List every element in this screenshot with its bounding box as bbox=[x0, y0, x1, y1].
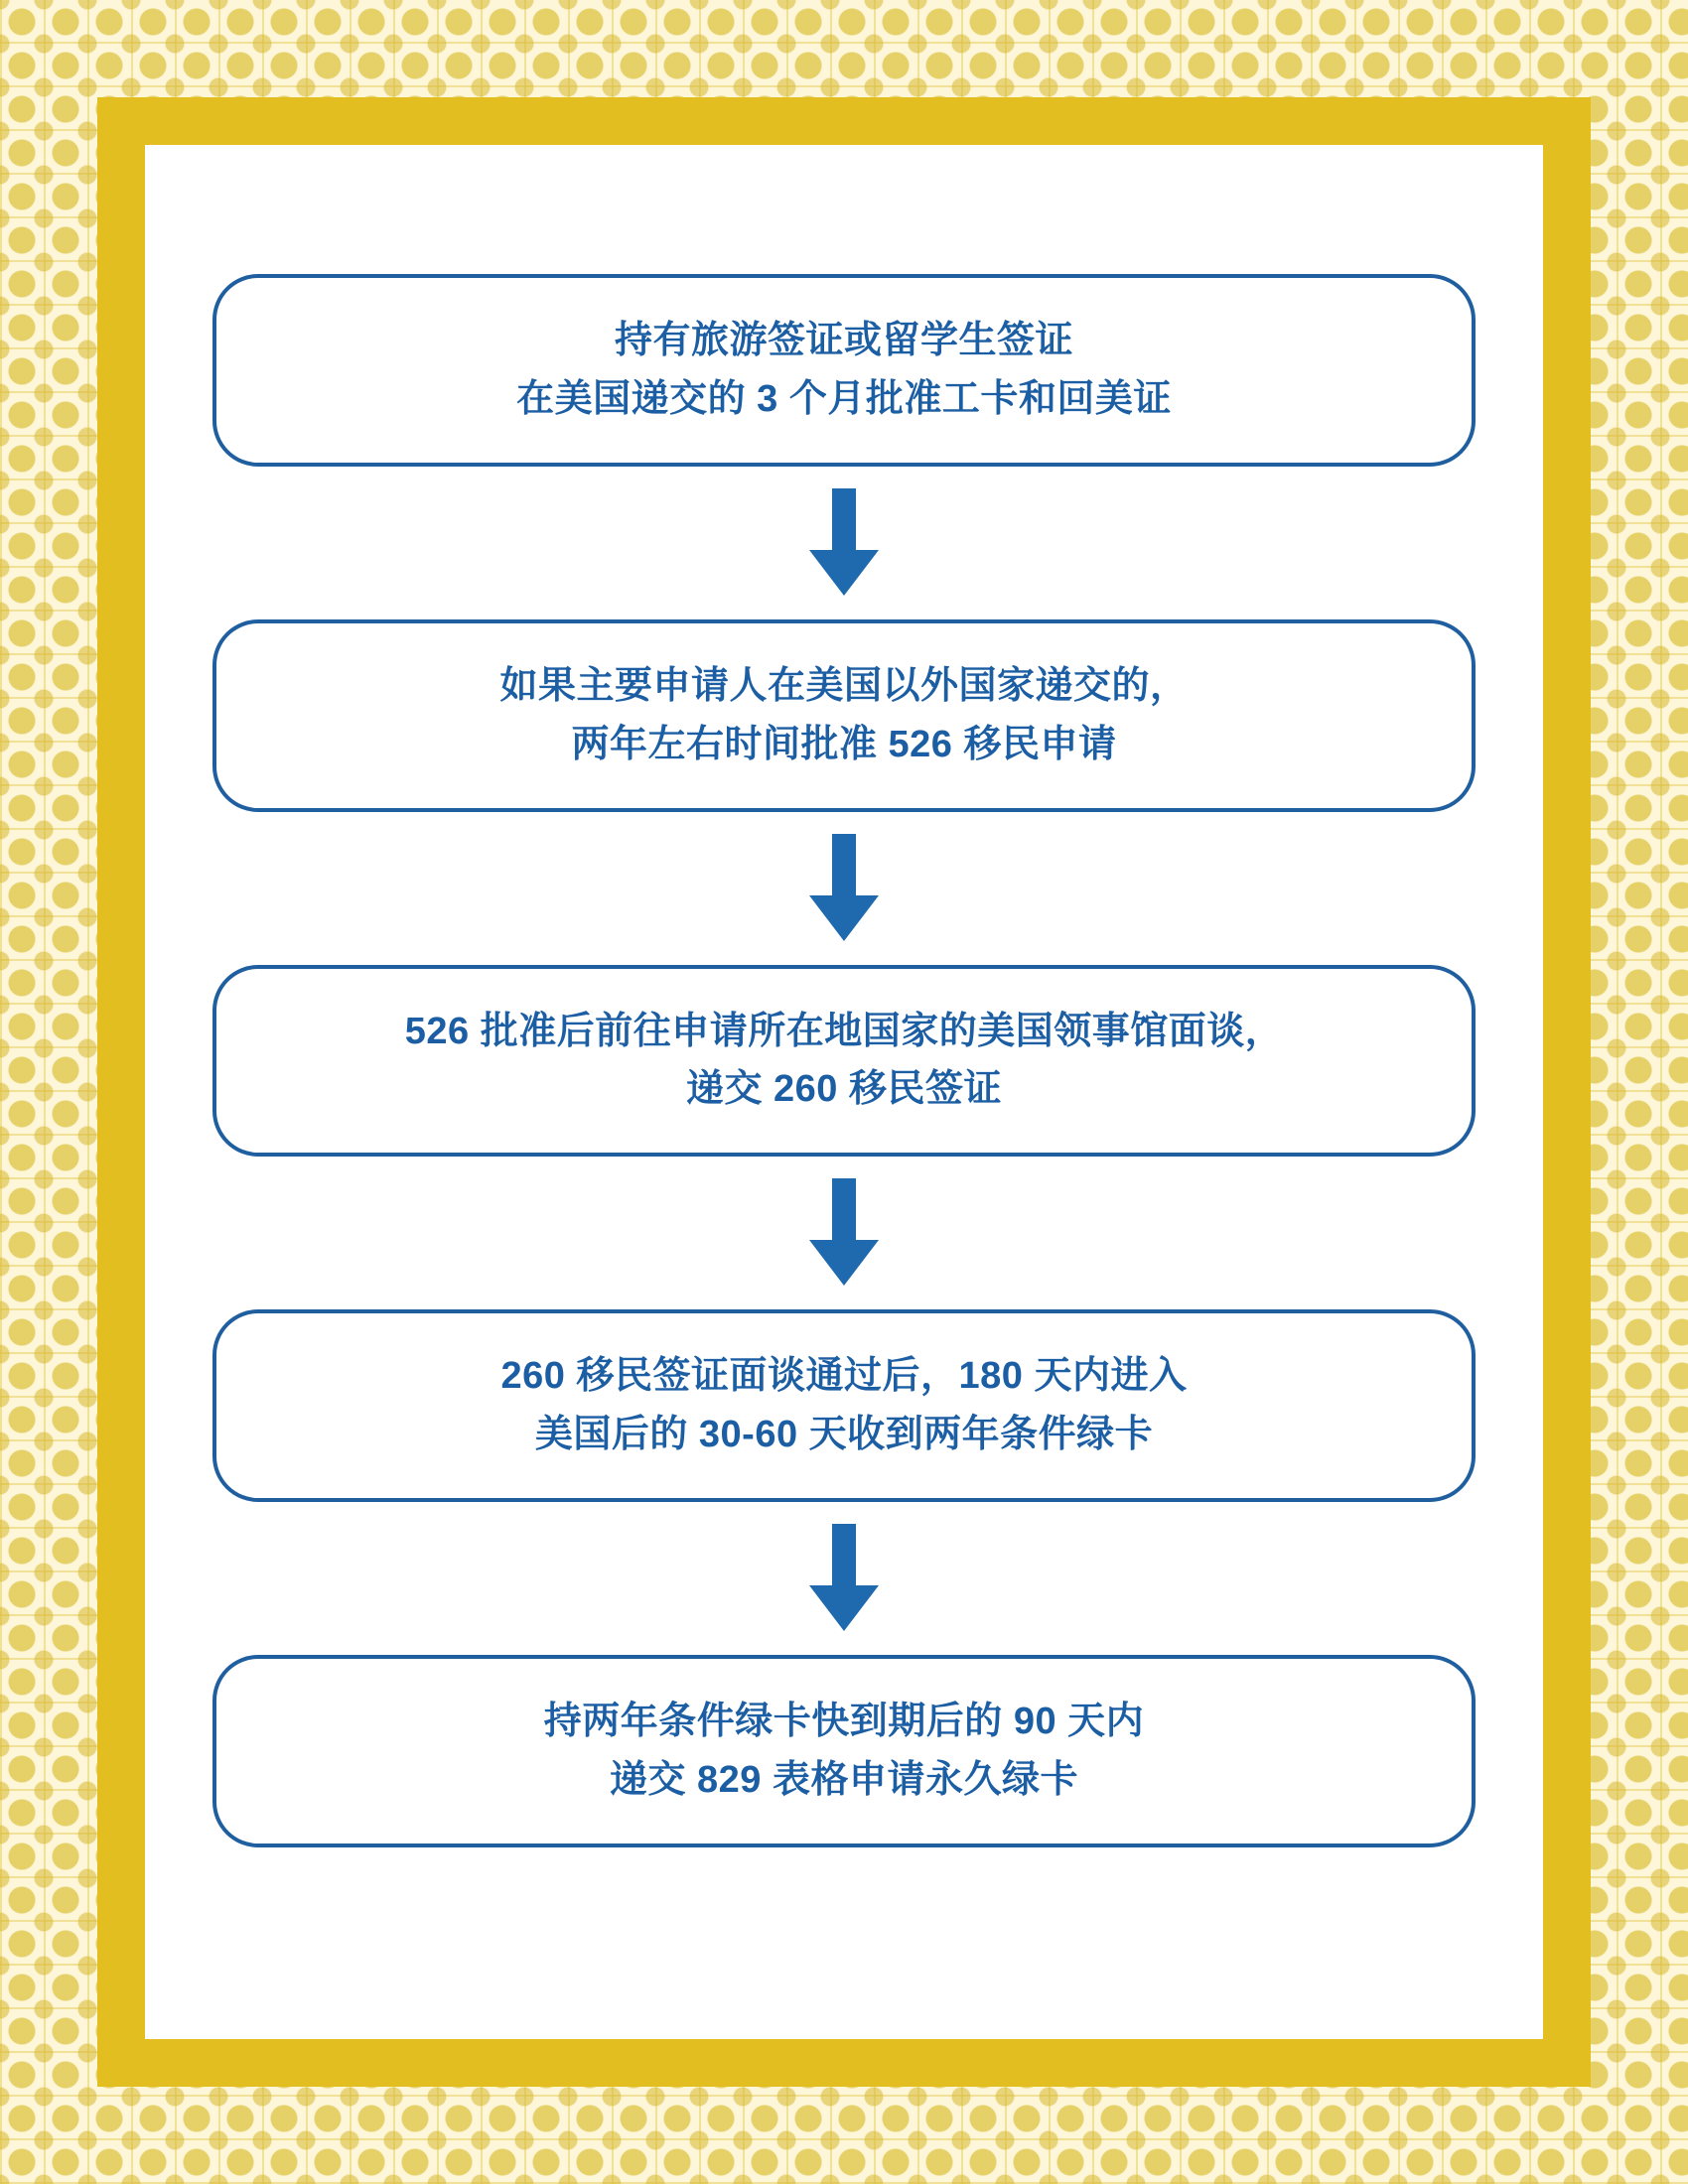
flow-step-5-line-1: 持两年条件绿卡快到期后的 90 天内 bbox=[543, 1701, 1145, 1743]
flow-step-3-line-2: 递交 260 移民签证 bbox=[685, 1068, 1003, 1111]
flow-step-4-line-2: 美国后的 30-60 天收到两年条件绿卡 bbox=[534, 1414, 1154, 1456]
flow-step-5 bbox=[212, 1655, 1476, 1847]
flow-step-1-line-2: 在美国递交的 3 个月批准工卡和回美证 bbox=[516, 377, 1172, 420]
flow-step-4-line-1: 260 移民签证面谈通过后，180 天内进入 bbox=[500, 1355, 1188, 1398]
flow-step-2-line-1: 如果主要申请人在美国以外国家递交的， bbox=[499, 664, 1189, 707]
flow-step-2 bbox=[212, 619, 1476, 812]
flowchart-canvas bbox=[145, 145, 1543, 2039]
arrow-down-icon-2 bbox=[212, 812, 1476, 965]
flow-step-1-line-1: 持有旅游签证或留学生签证 bbox=[614, 320, 1073, 361]
flow-step-3-line-1: 526 批准后前往申请所在地国家的美国领事馆面谈， bbox=[404, 1010, 1284, 1052]
flow-step-5-line-2: 递交 829 表格申请永久绿卡 bbox=[609, 1759, 1079, 1802]
arrow-down-icon-4 bbox=[212, 1502, 1476, 1655]
flow-step-1 bbox=[212, 274, 1476, 467]
flow-step-2-line-2: 两年左右时间批准 526 移民申请 bbox=[571, 723, 1117, 765]
flow-step-4 bbox=[212, 1309, 1476, 1502]
flow-step-3 bbox=[212, 965, 1476, 1158]
gold-frame bbox=[97, 97, 1591, 2087]
flow-container bbox=[212, 274, 1476, 1847]
arrow-down-icon-1 bbox=[212, 467, 1476, 619]
arrow-down-icon-3 bbox=[212, 1157, 1476, 1309]
